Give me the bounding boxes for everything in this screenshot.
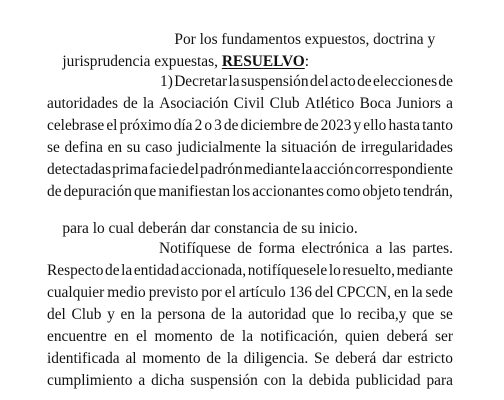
word: quien: [345, 328, 380, 345]
intro-text-1: Por los fundamentos expuestos, doctrina y: [174, 31, 436, 49]
word: lo: [339, 306, 352, 323]
word: el: [224, 284, 236, 301]
word: accionada,: [180, 262, 247, 279]
word: y: [107, 306, 115, 323]
word: que: [134, 183, 157, 200]
word: en: [114, 328, 129, 345]
word: mediante: [243, 161, 301, 178]
word: Boca: [359, 95, 392, 112]
word: acción: [313, 161, 354, 178]
word: cumplimiento: [47, 372, 133, 389]
word: tanto: [422, 117, 453, 134]
resolution-1-line: [160, 74, 453, 89]
word: ello: [363, 117, 387, 134]
word: la: [226, 350, 238, 367]
resolution-1-line: [47, 184, 453, 199]
word: 2023: [320, 117, 352, 134]
word: en: [120, 306, 135, 323]
word: estricto: [407, 350, 453, 367]
word: artículo: [238, 284, 286, 301]
word: CPCCN,: [336, 284, 391, 301]
word: que: [311, 306, 335, 323]
word: caso: [145, 139, 173, 156]
word: se: [440, 306, 453, 323]
word: entidad: [133, 262, 180, 279]
resolution-1-text: para lo cual deberán dar constancia de su inicio.: [62, 220, 358, 238]
word: al: [125, 350, 137, 367]
word: 1): [160, 73, 173, 90]
word: Decretar: [174, 73, 228, 90]
paragraph-2-line: [47, 373, 453, 388]
intro-colon: :: [304, 53, 310, 71]
word: Respecto: [47, 262, 104, 279]
word: se: [47, 139, 60, 156]
resuelvo-heading: RESUELVO: [221, 53, 305, 71]
word: de: [123, 95, 138, 112]
word: como: [326, 183, 361, 200]
resolution-1-line: [47, 96, 453, 111]
word: judicialmente: [177, 139, 261, 156]
word: para: [426, 372, 453, 389]
word: 3: [214, 117, 222, 134]
word: cualquier: [47, 284, 105, 301]
word: el: [106, 117, 118, 134]
paragraph-2-line: [47, 307, 453, 322]
word: diligencia.: [243, 350, 309, 367]
word: notificación,: [260, 328, 338, 345]
word: diciembre: [240, 117, 303, 134]
word: Juniors: [396, 95, 441, 112]
word: notifíquesele: [247, 262, 328, 279]
word: la: [228, 73, 240, 90]
word: suspensión: [240, 73, 309, 90]
word: 136: [288, 284, 312, 301]
word: o: [204, 117, 213, 134]
word: la: [241, 328, 254, 345]
word: hasta: [388, 117, 421, 134]
resolution-1-line: [47, 162, 453, 177]
word: en: [393, 284, 409, 301]
word: y: [353, 117, 362, 134]
word: los: [232, 183, 251, 200]
word: Atlético: [304, 95, 355, 112]
word: la: [265, 139, 277, 156]
word: padrón: [199, 161, 243, 178]
word: de: [211, 306, 226, 323]
word: con: [263, 372, 286, 389]
word: previsto: [148, 284, 199, 301]
word: facie: [149, 161, 180, 178]
word: su: [126, 139, 141, 156]
word: irregularidades: [360, 139, 453, 156]
word: autoridades: [47, 95, 118, 112]
word: ser: [435, 328, 453, 345]
word: de: [206, 350, 221, 367]
word: Notifíquese: [159, 240, 231, 257]
word: del: [309, 73, 329, 90]
word: el: [136, 328, 148, 345]
word: Civil: [233, 95, 265, 112]
word: correspondiente: [354, 161, 453, 178]
word: de: [357, 73, 372, 90]
word: elecciones: [372, 73, 438, 90]
word: a: [375, 240, 383, 257]
word: Se: [314, 350, 330, 367]
word: prima: [112, 161, 149, 178]
word: del: [314, 284, 334, 301]
word: de: [341, 139, 356, 156]
word: forma: [258, 240, 296, 257]
word: debida: [308, 372, 350, 389]
word: próximo: [119, 117, 172, 134]
word: situación: [281, 139, 337, 156]
word: las: [388, 240, 406, 257]
word: persona: [157, 306, 206, 323]
word: reciba,y: [357, 306, 407, 323]
word: defina: [64, 139, 103, 156]
word: acto: [330, 73, 356, 90]
word: por: [201, 284, 222, 301]
word: a: [446, 95, 453, 112]
word: partes.: [412, 240, 453, 257]
word: la: [231, 306, 243, 323]
word: de: [220, 328, 235, 345]
word: momento: [142, 350, 201, 367]
word: sede: [425, 284, 453, 301]
word: medio: [107, 284, 146, 301]
word: manifiestan: [158, 183, 231, 200]
word: la: [291, 372, 303, 389]
word: publicidad: [355, 372, 421, 389]
paragraph-2-line: [47, 263, 453, 278]
word: de: [237, 240, 252, 257]
word: de: [105, 262, 120, 279]
word: objeto: [362, 183, 401, 200]
word: del: [180, 161, 199, 178]
word: autoridad: [247, 306, 307, 323]
notice-line: [159, 241, 453, 256]
word: momento: [154, 328, 213, 345]
word: accionantes: [252, 183, 325, 200]
word: dar: [382, 350, 402, 367]
word: de: [304, 117, 319, 134]
word: detectadas: [47, 161, 112, 178]
word: a: [138, 372, 146, 389]
word: Club: [269, 95, 300, 112]
word: resuelto,: [342, 262, 395, 279]
resolution-1-line: [47, 140, 453, 155]
word: de: [47, 183, 62, 200]
word: la: [140, 306, 152, 323]
word: de: [438, 73, 453, 90]
word: tendrán,: [402, 183, 453, 200]
word: deberá: [386, 328, 428, 345]
word: la: [301, 161, 313, 178]
resolution-1-line: [47, 118, 453, 133]
paragraph-2-line: [47, 329, 453, 344]
word: lo: [328, 262, 341, 279]
word: la: [142, 95, 154, 112]
word: mediante: [396, 262, 453, 279]
word: identificada: [47, 350, 120, 367]
word: del: [47, 306, 66, 323]
word: 2: [194, 117, 203, 134]
word: Club: [71, 306, 102, 323]
word: celebrase: [47, 117, 105, 134]
word: en: [107, 139, 123, 156]
word: depuración: [63, 183, 132, 200]
word: la: [411, 284, 423, 301]
word: suspensión: [190, 372, 258, 389]
word: dicha: [151, 372, 185, 389]
word: que: [412, 306, 435, 323]
word: de: [223, 117, 239, 134]
intro-text-2: jurisprudencia expuestas,: [62, 53, 222, 71]
paragraph-2-line: [47, 351, 453, 366]
word: Asociación: [159, 95, 229, 112]
paragraph-2-line: [47, 285, 453, 300]
word: la: [121, 262, 133, 279]
word: encuentre: [47, 328, 107, 345]
word: electrónica: [301, 240, 369, 257]
word: deberá: [335, 350, 377, 367]
word: día: [173, 117, 193, 134]
